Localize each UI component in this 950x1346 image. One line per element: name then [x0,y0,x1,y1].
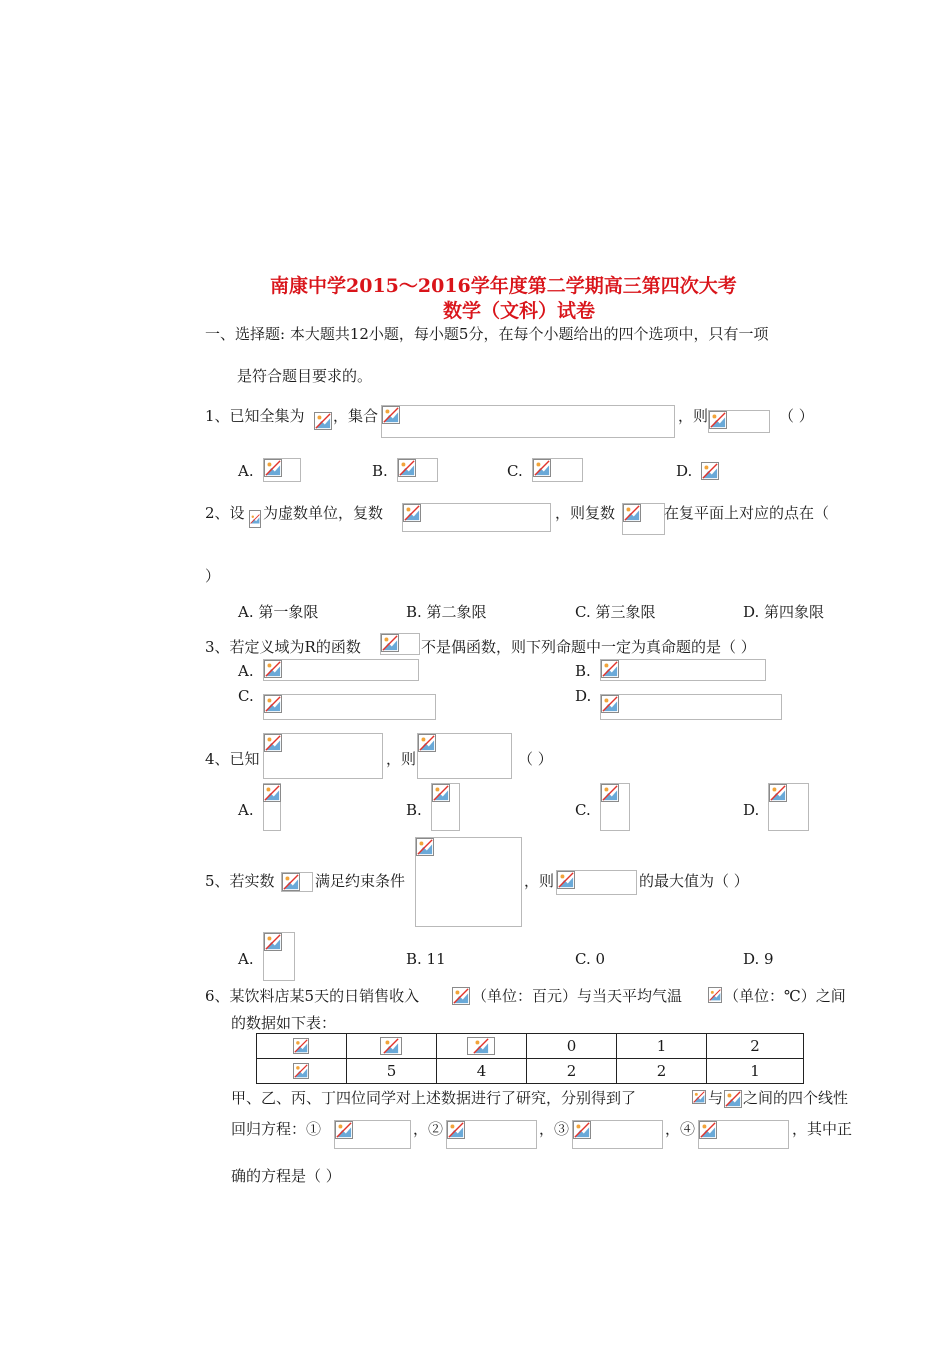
q5-text: 的最大值为（ ） [639,872,749,890]
q6-text: 的数据如下表： [231,1014,337,1032]
table-cell [257,1059,347,1084]
option-c: C. 0 [575,950,606,968]
table-cell [347,1034,437,1059]
q6-text: （单位：百元）与当天平均气温 [472,987,683,1005]
q3-text: 不是偶函数，则下列命题中一定为真命题的是（ ） [421,638,756,656]
option-a-label: A. [238,801,254,819]
broken-image-icon [724,1090,742,1108]
q6-text: （单位：℃）之间 [724,987,846,1005]
table-cell: 4 [437,1059,527,1084]
broken-image-icon [381,634,399,652]
table-cell: 2 [527,1059,617,1084]
option-c-formula [263,694,436,720]
exam-title: 南康中学2015～2016学年度第二学期高三第四次大考 [270,275,737,297]
broken-image-icon [452,987,470,1005]
option-d: D. 第四象限 [743,603,825,621]
answer-paren: （ ） [779,407,814,425]
option-a: A. 第一象限 [238,603,319,621]
table-cell [437,1034,527,1059]
q1-text: 1、已知全集为 [205,407,305,425]
broken-image-icon [709,411,727,429]
option-d-label: D. [575,687,592,705]
broken-image-icon [623,504,641,522]
q4-text: 4、已知 [205,750,260,768]
data-table [256,1033,804,1084]
option-b-label: B. [406,801,422,819]
broken-image-icon [293,1063,309,1079]
option-a-formula [263,659,419,681]
q2-text: 2、设 [205,504,245,522]
formula-image [402,503,551,532]
section-instructions-cont: 是符合题目要求的。 [237,367,373,385]
broken-image-icon [314,412,332,430]
broken-image-icon [769,784,787,802]
option-a-label: A. [238,950,254,968]
broken-image-icon [418,734,436,752]
option-b-label: B. [575,662,591,680]
table-cell: 0 [527,1034,617,1059]
table-cell: 2 [707,1034,804,1059]
broken-image-icon [403,504,421,522]
broken-image-icon [293,1038,309,1054]
broken-image-icon [573,1121,591,1139]
table-cell [257,1034,347,1059]
q2-text: ） [205,567,221,585]
option-a-label: A. [238,662,254,680]
broken-image-icon [601,784,619,802]
q3-text: 3、若定义域为R的函数 [205,638,361,656]
broken-image-icon [249,510,261,528]
option-a-label: A. [238,462,254,480]
option-d: D. 9 [743,950,774,968]
broken-image-icon [264,459,282,477]
option-b: B. 第二象限 [406,603,487,621]
option-b-label: B. [372,462,388,480]
q5-text: 满足约束条件 [315,872,406,890]
broken-image-icon [264,695,282,713]
q6-text: ，其中正 [792,1120,853,1138]
section-instructions: 一、选择题: 本大题共12小题，每小题5分，在每个小题给出的四个选项中，只有一项 [205,325,769,343]
q6-text: ，④ [665,1120,696,1138]
broken-image-icon [699,1121,717,1139]
exam-subtitle: 数学（文科）试卷 [443,300,596,322]
q6-text: 确的方程是（ ） [231,1167,341,1185]
broken-image-icon [432,784,450,802]
table-cell: 2 [617,1059,707,1084]
q6-text: 之间的四个线性 [743,1089,849,1107]
broken-image-icon [264,734,282,752]
q6-text: ，③ [539,1120,570,1138]
table-row [257,1059,804,1084]
broken-image-icon [708,987,722,1003]
broken-image-icon [264,933,282,951]
broken-image-icon [601,660,619,678]
option-d-label: D. [676,462,693,480]
q6-text: 回归方程：① [231,1120,322,1138]
broken-image-icon [264,660,282,678]
table-cell: 1 [617,1034,707,1059]
q5-text: 5、若实数 [205,872,275,890]
broken-image-icon [380,1037,402,1055]
option-d-formula [600,694,782,720]
broken-image-icon [467,1037,495,1055]
broken-image-icon [533,459,551,477]
option-b: B. 11 [406,950,446,968]
table-cell: 5 [347,1059,437,1084]
formula-image [381,405,675,438]
option-c-label: C. [507,462,523,480]
broken-image-icon [692,1090,706,1104]
q1-text: ，集合 [333,407,379,425]
broken-image-icon [382,406,400,424]
option-d-label: D. [743,801,760,819]
broken-image-icon [398,459,416,477]
table-cell: 1 [707,1059,804,1084]
option-b-formula [600,659,766,681]
q6-text: 甲、乙、丙、丁四位同学对上述数据进行了研究，分别得到了 [231,1089,637,1107]
q2-text: 在复平面上对应的点在（ [664,504,830,522]
q6-text: ，② [413,1120,444,1138]
broken-image-icon [601,695,619,713]
q6-text: 与 [708,1089,724,1107]
option-c-label: C. [575,801,591,819]
q1-text: ，则 [678,407,709,425]
broken-image-icon [282,873,300,891]
q4-text: ，则 [386,750,417,768]
answer-paren: （ ） [518,750,553,768]
broken-image-icon [416,838,434,856]
table-row [257,1034,804,1059]
q5-text: ，则 [524,872,555,890]
option-c: C. 第三象限 [575,603,656,621]
q2-text: ，则复数 [555,504,616,522]
q6-text: 6、某饮料店某5天的日销售收入 [205,987,420,1005]
broken-image-icon [447,1121,465,1139]
broken-image-icon [263,784,281,802]
broken-image-icon [557,871,575,889]
option-c-label: C. [238,687,254,705]
broken-image-icon [335,1121,353,1139]
q2-text: 为虚数单位，复数 [263,504,384,522]
broken-image-icon [701,462,719,480]
